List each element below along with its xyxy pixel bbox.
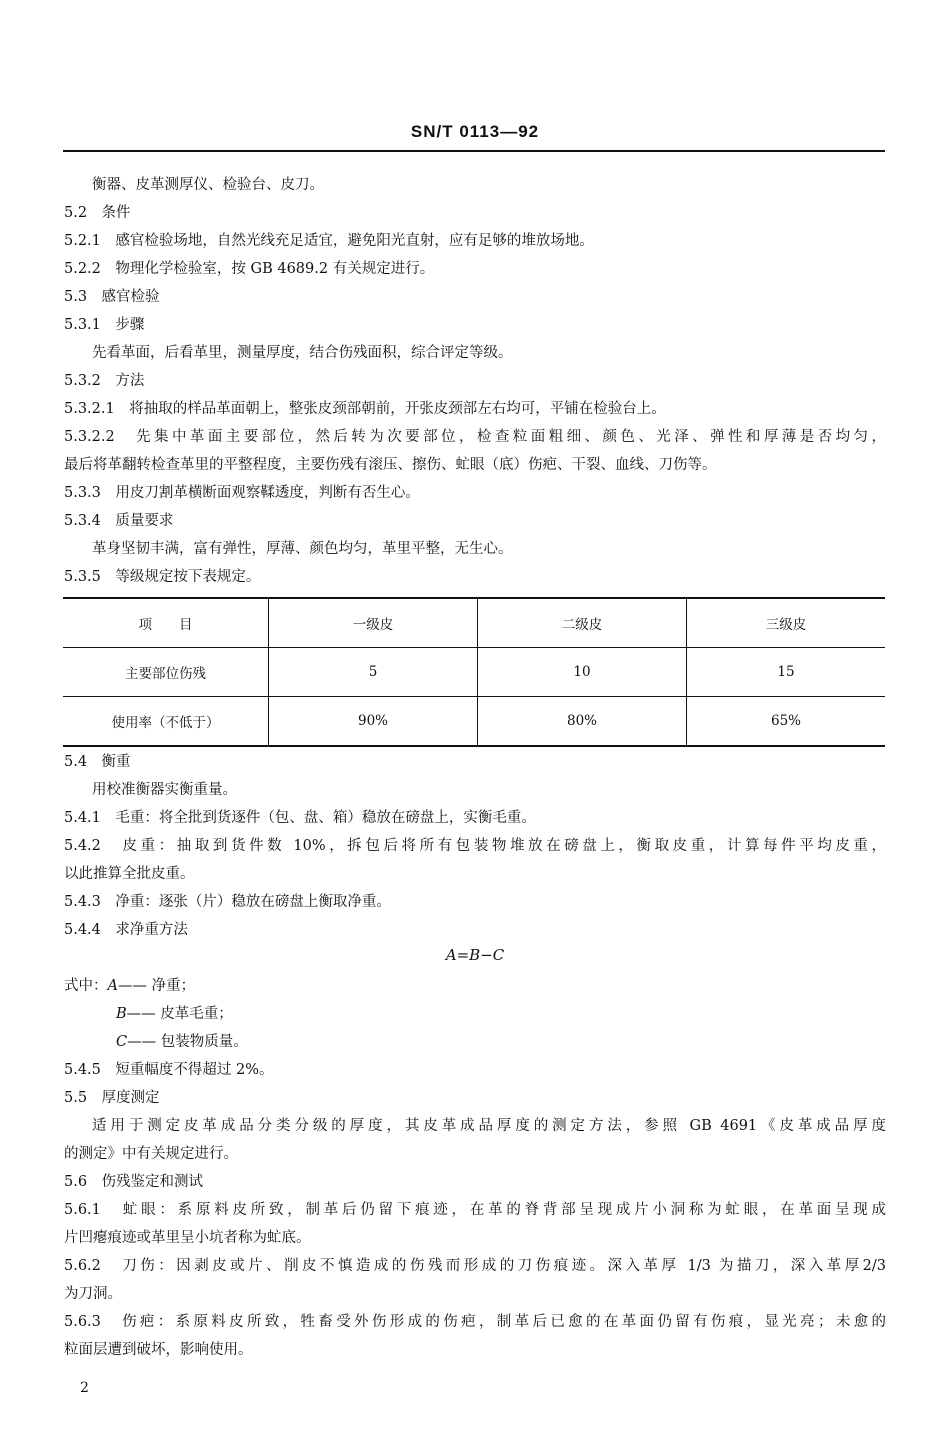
- table-header-cell: 项 目: [138, 617, 193, 633]
- section-heading: 5.3.2 方法: [64, 373, 145, 389]
- section-heading: 5.3 感官检验: [64, 289, 160, 305]
- page-number: 2: [80, 1380, 89, 1396]
- text-line: 5.3.2.2 先集中革面主要部位，然后转为次要部位，检查粒面粗细、颜色、光泽、弹性和厚薄是否均匀，: [64, 429, 886, 445]
- table-cell: 65%: [687, 697, 886, 747]
- text-line: 适用于测定皮革成品分类分级的厚度，其皮革成品厚度的测定方法，参照 GB 4691《皮革成品厚度: [92, 1118, 886, 1134]
- text-line: 5.6.3 伤疤：系原料皮所致，牲畜受外伤形成的伤疤，制革后已愈的在革面仍留有伤痕，显光亮；未愈的: [64, 1314, 886, 1330]
- table-header-row: [63, 598, 885, 648]
- table-cell: 90%: [269, 697, 478, 747]
- formula-symbol: C: [116, 1034, 128, 1050]
- text-line: 革身坚韧丰满，富有弹性，厚薄、颜色均匀，革里平整，无生心。: [92, 541, 513, 557]
- text-line: 5.6.1 虻眼：系原料皮所致，制革后仍留下痕迹，在革的脊背部呈现成片小洞称为虻眼，在革面呈现成: [64, 1202, 886, 1218]
- text-line: 5.6.2 刀伤：因剥皮或片、削皮不慎造成的伤残而形成的刀伤痕迹。深入革厚 1/3 为描刀，深入革厚2/3: [64, 1258, 886, 1274]
- table-cell: 使用率（不低于）: [111, 715, 220, 731]
- text-line: 的测定》中有关规定进行。: [64, 1146, 238, 1162]
- formula-where-line: [116, 1032, 248, 1052]
- grade-table: [63, 597, 885, 747]
- formula-definition: —— 净重；: [117, 978, 196, 994]
- text-line: 5.4.3 净重：逐张（片）稳放在磅盘上衡取净重。: [64, 894, 391, 910]
- table-row: [63, 697, 885, 747]
- section-heading: 5.3.4 质量要求: [64, 513, 174, 529]
- formula-where-line: [116, 1004, 233, 1024]
- text-line: 5.2.2 物理化学检验室，按 GB 4689.2 有关规定进行。: [64, 261, 435, 277]
- text-line: 5.3.5 等级规定按下表规定。: [64, 569, 261, 585]
- text-line: 片凹瘪痕迹或革里呈小坑者称为虻底。: [64, 1230, 311, 1246]
- table-header-cell: 二级皮: [478, 598, 687, 648]
- text-line: 5.4.5 短重幅度不得超过 2%。: [64, 1062, 274, 1078]
- table-header-cell: 三级皮: [687, 598, 886, 648]
- table-cell: 10: [478, 648, 687, 697]
- section-heading: 5.5 厚度测定: [64, 1090, 160, 1106]
- table-cell: 80%: [478, 697, 687, 747]
- document-code-header: SN/T 0113—92: [410, 122, 540, 141]
- text-line: 5.4.2 皮重：抽取到货件数 10%，拆包后将所有包装物堆放在磅盘上，衡取皮重，计算每件平均皮重，: [64, 838, 886, 854]
- formula-where-label: 式中：: [64, 978, 108, 994]
- table-cell: 15: [687, 648, 886, 697]
- table-cell: 5: [269, 648, 478, 697]
- formula-where-line: [64, 976, 195, 996]
- section-heading: 5.3.1 步骤: [64, 317, 145, 333]
- formula-symbol: B: [116, 1006, 127, 1022]
- section-heading: 5.4.4 求净重方法: [64, 922, 188, 938]
- table-row: [63, 648, 885, 697]
- text-line: 粒面层遭到破坏，影响使用。: [64, 1342, 253, 1358]
- text-line: 5.2.1 感官检验场地，自然光线充足适宜，避免阳光直射，应有足够的堆放场地。: [64, 233, 594, 249]
- text-line: 先看革面，后看革里，测量厚度，结合伤残面积，综合评定等级。: [92, 345, 513, 361]
- text-line: 5.3.2.1 将抽取的样品革面朝上，整张皮颈部朝前，开张皮颈部左右均可，平铺在检验台上。: [64, 401, 666, 417]
- table-header-cell: 一级皮: [269, 598, 478, 648]
- text-line: 最后将革翻转检查革里的平整程度，主要伤残有滚压、擦伤、虻眼（底）伤疤、干裂、血线、刀伤等。: [64, 457, 717, 473]
- text-line: 5.4.1 毛重：将全批到货逐件（包、盘、箱）稳放在磅盘上，实衡毛重。: [64, 810, 536, 826]
- header-rule: [63, 150, 885, 152]
- formula-symbol: A: [107, 978, 118, 994]
- text-line: 以此推算全批皮重。: [64, 866, 195, 882]
- section-heading: 5.4 衡重: [64, 754, 131, 770]
- section-heading: 5.6 伤残鉴定和测试: [64, 1174, 204, 1190]
- text-line: 衡器、皮革测厚仪、检验台、皮刀。: [92, 177, 324, 193]
- text-line: 用校准衡器实衡重量。: [92, 782, 237, 798]
- formula-definition: —— 皮革毛重；: [126, 1006, 233, 1022]
- formula-definition: —— 包装物质量。: [127, 1034, 248, 1050]
- formula-equation: A=B−C: [445, 946, 505, 964]
- text-line: 5.3.3 用皮刀割革横断面观察鞣透度，判断有否生心。: [64, 485, 420, 501]
- section-heading: 5.2 条件: [64, 205, 131, 221]
- table-cell: 主要部位伤残: [125, 666, 206, 682]
- text-line: 为刀洞。: [64, 1286, 122, 1302]
